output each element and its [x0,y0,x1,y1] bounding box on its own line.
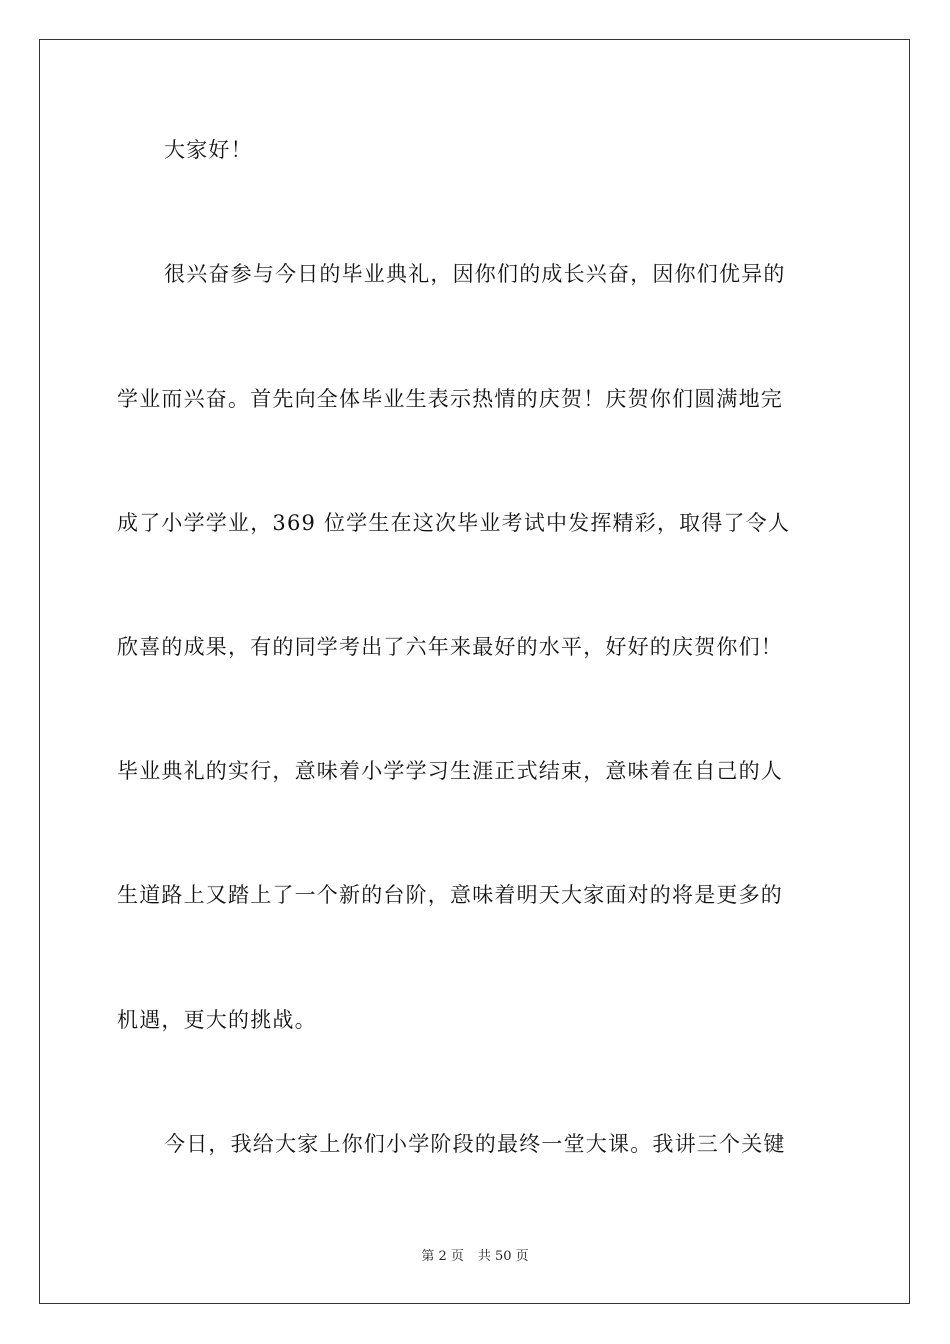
text-line-paragraph2-1: 今日，我给大家上你们小学阶段的最终一堂大课。我讲三个关键 [164,1132,786,1156]
text-line-paragraph1-6: 生道路上又踏上了一个新的台阶，意味着明天大家面对的将是更多的 [117,883,783,907]
text-line-paragraph1-1: 很兴奋参与今日的毕业典礼，因你们的成长兴奋，因你们优异的 [164,262,786,286]
page-number: 第 2 页 [421,1249,464,1264]
page-total: 共 50 页 [477,1249,529,1264]
page-border [39,39,910,1304]
page-footer [0,1248,950,1266]
text-line-paragraph1-3: 成了小学学业，369 位学生在这次毕业考试中发挥精彩，取得了令人 [117,511,791,535]
text-line-greeting: 大家好！ [164,138,253,162]
text-line-paragraph1-2: 学业而兴奋。首先向全体毕业生表示热情的庆贺！庆贺你们圆满地完 [117,387,783,411]
text-line-paragraph1-4: 欣喜的成果，有的同学考出了六年来最好的水平，好好的庆贺你们！ [117,635,783,659]
text-line-paragraph1-5: 毕业典礼的实行，意味着小学学习生涯正式结束，意味着在自己的人 [117,759,783,783]
text-line-paragraph1-7: 机遇，更大的挑战。 [117,1008,317,1032]
